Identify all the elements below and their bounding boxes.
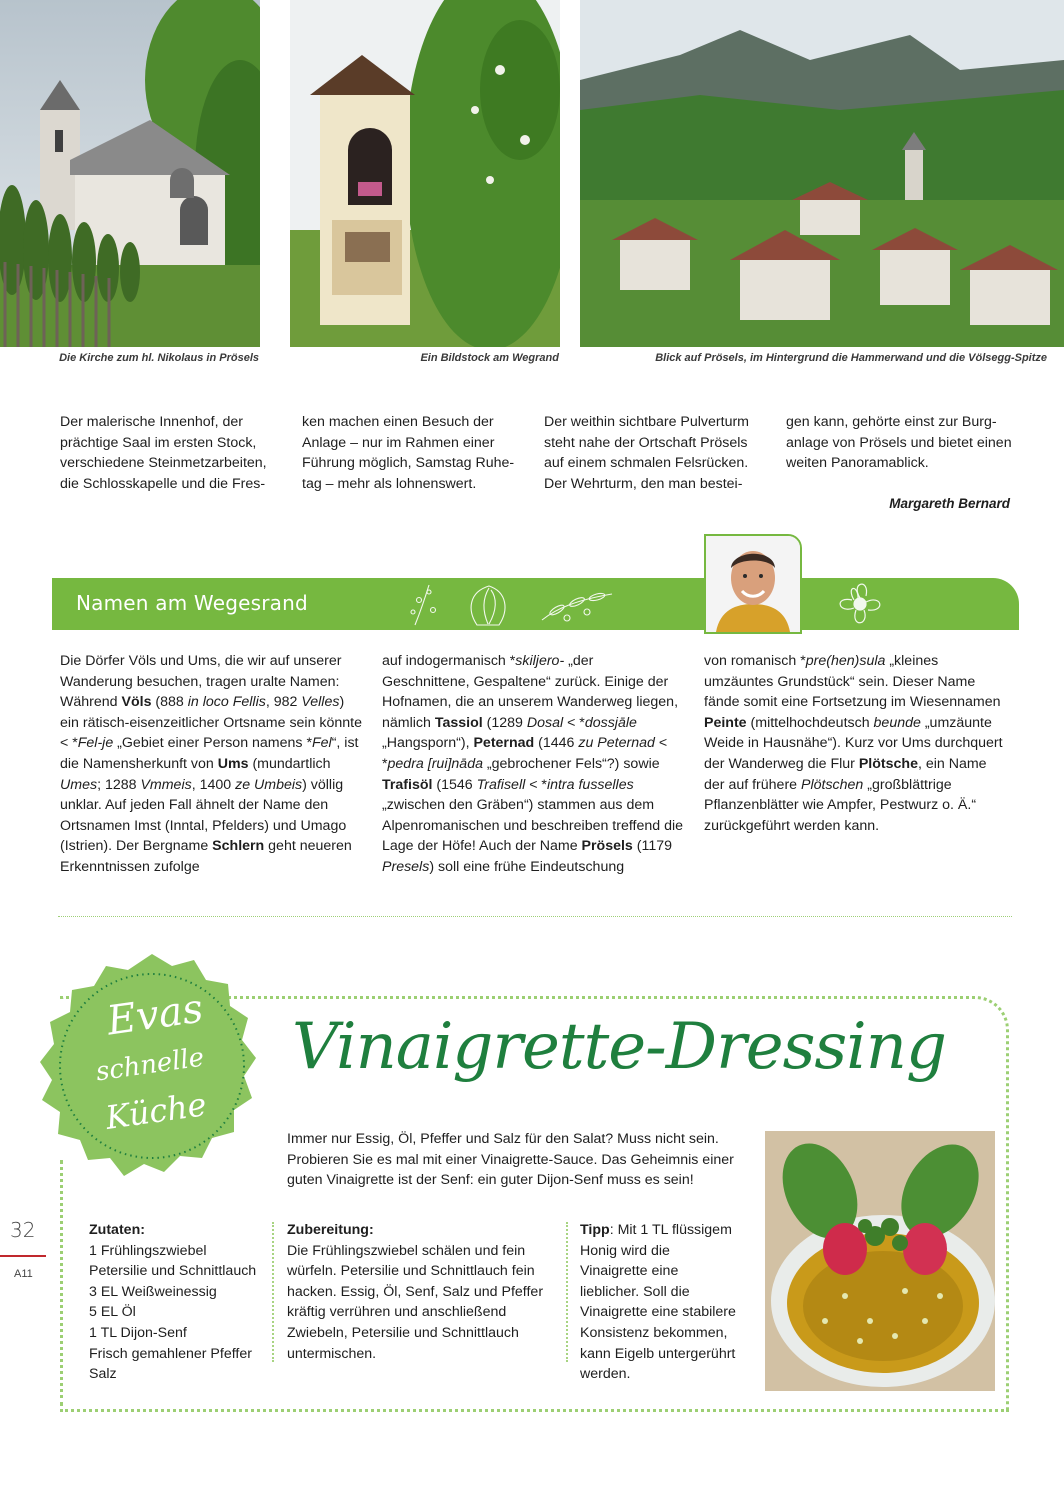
- names-text-segment: , ein Name der auf frühere: [704, 755, 987, 793]
- names-text-segment: (mundartlich: [248, 755, 331, 772]
- names-text-segment: ze Umbeis: [235, 776, 303, 793]
- article-col-4: gen kann, gehörte einst zur Burg-anlage von Prösels und bietet einen weiten Panoramablick.: [786, 414, 1012, 472]
- page-code: A11: [14, 1268, 33, 1280]
- names-text-segment: Tassiol: [434, 714, 483, 731]
- dressing-photo: [765, 1131, 995, 1391]
- names-text-segment: (1546: [432, 776, 477, 793]
- names-text-segment: Plötschen: [801, 776, 864, 793]
- names-text-segment: < *: [563, 714, 585, 731]
- names-text-segment: , 982: [265, 694, 302, 711]
- ingredient-item: 1 TL Dijon-Senf: [89, 1324, 187, 1341]
- names-text-segment: Fel: [311, 735, 332, 752]
- page-number: 32: [10, 1218, 36, 1242]
- names-text-segment: „Gebiet einer Person namens *: [113, 735, 312, 752]
- tip-text: : Mit 1 TL flüssigem Honig wird die Vinaigrette eine lieblicher. Soll die Vinaigrette eine stabilere Konsistenz bekommen, kann Eigelb untergerührt werden.: [580, 1222, 736, 1383]
- names-text-segment: „umzäunte Weide in Hausnähe“). Kurz vor Ums durchquert der Wanderweg die Flur: [704, 714, 1003, 772]
- section-banner: [52, 578, 1019, 630]
- names-text-segment: Vmmeis: [140, 776, 192, 793]
- tip-heading: Tipp: [580, 1222, 610, 1238]
- shrine-caption: Ein Bildstock am Wegrand: [420, 352, 559, 364]
- names-text-segment: Peternad: [473, 735, 535, 752]
- names-text-segment: Umes: [60, 776, 98, 793]
- column-divider: [566, 1222, 568, 1362]
- section-title: Namen am Wegesrand: [76, 591, 308, 615]
- recipe-frame-left: [60, 1160, 63, 1406]
- column-divider: [272, 1222, 274, 1362]
- tip: [580, 1220, 740, 1385]
- names-text-segment: von romanisch *: [704, 653, 806, 669]
- ingredients-heading: Zutaten:: [89, 1222, 145, 1238]
- ingredient-item: 1 Frühlingszwiebel: [89, 1242, 207, 1259]
- names-text-segment: auf indogermanisch *: [382, 653, 516, 669]
- section-divider: [58, 916, 1012, 917]
- names-text-segment: Schlern: [212, 838, 265, 855]
- prep-heading: Zubereitung:: [287, 1222, 374, 1238]
- names-text-segment: (mittelhochdeutsch: [746, 714, 874, 731]
- names-text-segment: Völs: [121, 694, 152, 711]
- names-text-segment: in loco Fellis: [187, 694, 266, 711]
- ingredient-item: Petersilie und Schnittlauch: [89, 1263, 257, 1280]
- names-text-segment: Dosal: [526, 714, 564, 731]
- preparation: [287, 1220, 559, 1364]
- names-text-segment: < *: [525, 776, 547, 793]
- names-text-segment: „zwischen den Gräben“) stammen aus dem Alpenromanischen und beschreiben treffend die Lage der Höfe! Auch der Name: [382, 797, 684, 855]
- names-col-3: [704, 651, 1004, 836]
- page-rule: [0, 1255, 46, 1257]
- names-text-segment: Presels: [382, 858, 430, 875]
- names-text-segment: „Hangsporn“),: [382, 735, 474, 752]
- names-text-segment: „der Geschnittene, Gespaltene“ zurück. Einige der Hofnamen, die an unserem Wanderweg liegen, nämlich: [382, 653, 679, 731]
- names-text-segment: Velles: [301, 694, 340, 711]
- ingredient-item: 5 EL Öl: [89, 1304, 136, 1321]
- names-text-segment: geht neueren Erkenntnissen zufolge: [60, 838, 352, 875]
- badge-line-1: Evas: [104, 985, 206, 1045]
- names-text-segment: ) ein rätisch-eisenzeitlicher Ortsname sein könnte < *: [60, 694, 363, 752]
- names-text-segment: (888: [151, 694, 188, 711]
- recipe-intro: Immer nur Essig, Öl, Pfeffer und Salz für den Salat? Muss nicht sein. Probieren Sie es mal mit einer Vinaigrette-Sauce. Das Geheimnis einer guten Vinaigrette ist der Senf: ein guter Dijon-Senf muss es sein!: [287, 1131, 734, 1189]
- badge-line-2: schnelle: [94, 1042, 206, 1088]
- church-photo: [0, 0, 260, 347]
- author-photo: [704, 534, 802, 634]
- article-col-1: Der malerische Innenhof, der prächtige Saal im ersten Stock, verschiedene Steinmetzarbeiten, die Schlosskapelle und die Fres-: [60, 414, 267, 492]
- recipe-badge: [32, 950, 272, 1190]
- prep-text: Die Frühlingszwiebel schälen und fein würfeln. Petersilie und Schnittlauch fein hacken. Essig, Öl, Senf, Salz und Pfeffer kräftig verrühren und anschließend Zwiebeln, Petersilie und Schnittlauch untermischen.: [287, 1242, 544, 1362]
- flower-icon: [824, 578, 898, 630]
- names-text-segment: (1289: [482, 714, 527, 731]
- names-text-segment: beunde: [873, 714, 921, 731]
- names-text-segment: skiljero-: [515, 653, 565, 669]
- names-text-segment: Trafisöl: [382, 776, 433, 793]
- floral-ornament-icon: [407, 580, 637, 630]
- names-text-segment: ) völlig unklar. Auf jeden Fall ähnelt der Name den Ortsnamen Imst (Inntal, Pfelders) und Umago (Istrien). Der Bergname: [60, 776, 347, 855]
- ingredients: [89, 1220, 264, 1385]
- names-text-segment: „großblättrige Pflanzenblätter wie Ampfer, Pestwurz o. Ä.“ zurückgeführt werden kann.: [704, 776, 977, 834]
- article-col-2: ken machen einen Besuch der Anlage – nur im Rahmen einer Führung möglich, Samstag Ruhe-tag – mehr als lohnenswert.: [302, 414, 515, 492]
- names-text-segment: pre(hen)sula: [805, 653, 886, 669]
- names-text-segment: dossjāle: [584, 714, 637, 731]
- village-caption: Blick auf Prösels, im Hintergrund die Hammerwand und die Völsegg-Spitze: [655, 352, 1047, 364]
- article-col-3: Der weithin sichtbare Pulverturm steht nahe der Ortschaft Prösels auf einem schmalen Felsrücken. Der Wehrturm, den man bestei-: [544, 414, 750, 492]
- ingredient-item: Frisch gemahlener Pfeffer: [89, 1345, 252, 1362]
- names-text-segment: Ums: [217, 755, 249, 772]
- names-text-segment: Fel-je: [77, 735, 114, 752]
- names-text-segment: „kleines umzäuntes Grundstück“ sein. Dieser Name fände somit eine Fortsetzung im Wiesennamen: [704, 653, 1001, 711]
- names-text-segment: ; 1288: [97, 776, 141, 793]
- recipe-title: Vinaigrette-Dressing: [292, 1010, 946, 1084]
- names-text-segment: , 1400: [191, 776, 236, 793]
- names-text-segment: Prösels: [581, 838, 633, 855]
- names-text-segment: intra fusselles: [546, 776, 634, 793]
- shrine-photo: [290, 0, 560, 347]
- names-text-segment: (1179: [632, 838, 672, 855]
- names-text-segment: Peinte: [704, 714, 747, 731]
- names-text-segment: (1446: [534, 735, 579, 752]
- article-author: Margareth Bernard: [889, 496, 1010, 511]
- badge-line-3: Küche: [103, 1085, 209, 1137]
- church-caption: Die Kirche zum hl. Nikolaus in Prösels: [59, 352, 259, 364]
- names-col-2: [382, 651, 684, 878]
- ingredient-item: Salz: [89, 1366, 117, 1383]
- names-text-segment: < *: [382, 735, 668, 772]
- names-text-segment: Trafisell: [476, 776, 526, 793]
- names-text-segment: „gebrochener Fels“?) sowie: [482, 755, 660, 772]
- names-col-1: [60, 651, 364, 878]
- names-text-segment: Plötsche: [858, 755, 918, 772]
- names-text-segment: “, ist die Namensherkunft von: [60, 735, 359, 772]
- names-text-segment: zu Peternad: [578, 735, 655, 752]
- names-text-segment: Die Dörfer Völs und Ums, die wir auf unserer Wanderung besuchen, tragen uralte Namen: Während: [60, 653, 342, 711]
- ingredient-item: 3 EL Weißweinessig: [89, 1283, 217, 1300]
- village-photo: [580, 0, 1064, 347]
- names-text-segment: ) soll eine frühe Eindeutschung: [429, 858, 625, 875]
- names-text-segment: pedra [rui]nāda: [387, 755, 483, 772]
